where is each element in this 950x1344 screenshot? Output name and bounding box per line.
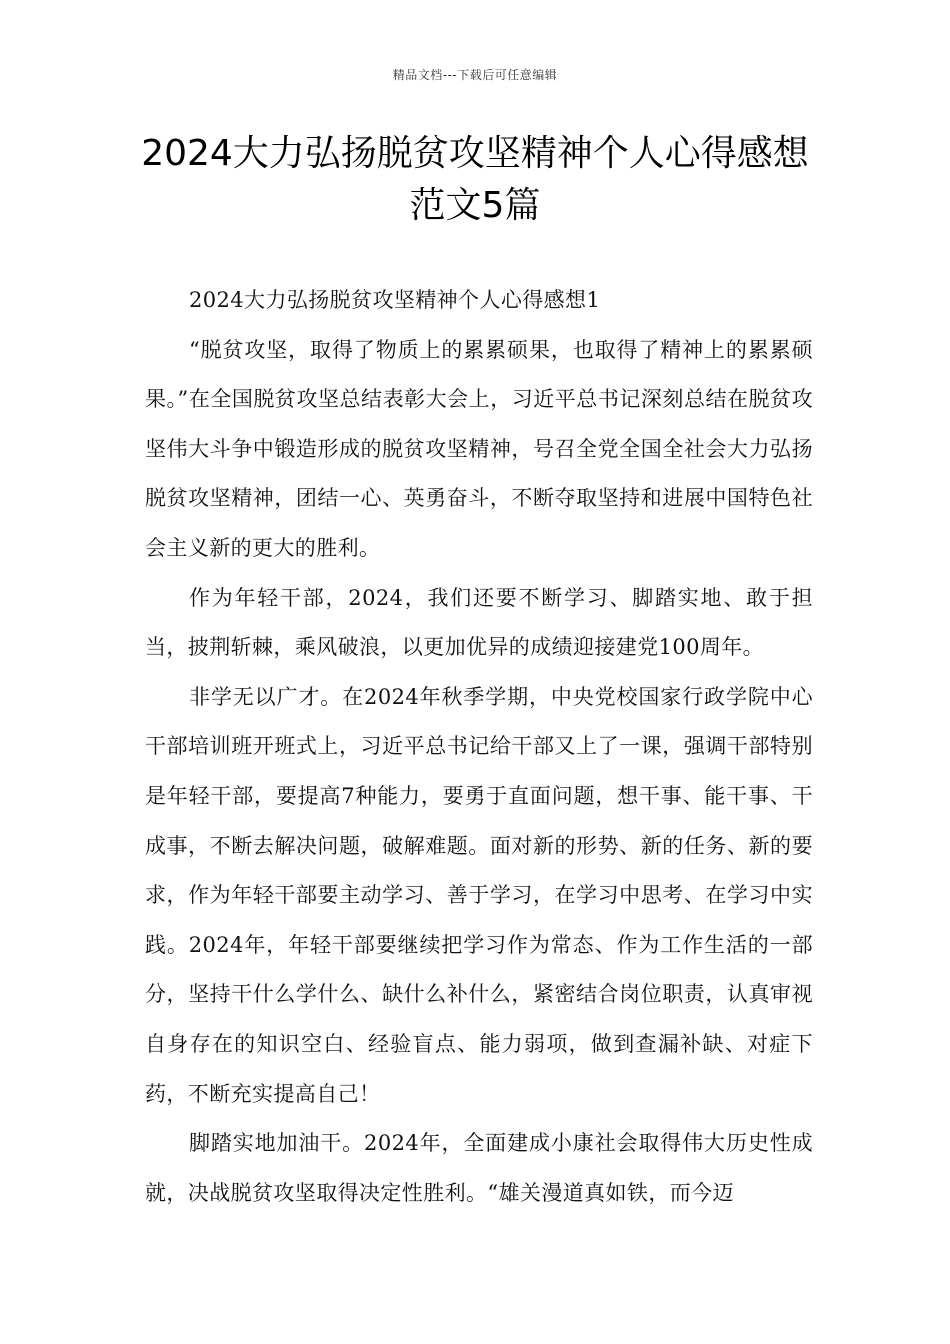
paragraph: “脱贫攻坚，取得了物质上的累累硕果，也取得了精神上的累累硕果。”在全国脱贫攻坚总结表彰大会上，习近平总书记深刻总结在脱贫攻坚伟大斗争中锻造形成的脱贫攻坚精神，号召全党全国全社会大力弘扬脱贫攻坚精神，团结一心、英勇奋斗，不断夺取坚持和进展中国特色社会主义新的更大的胜利。: [145, 337, 813, 560]
paragraph: 非学无以广才。在2024年秋季学期，中央党校国家行政学院中心干部培训班开班式上，习近平总书记给干部又上了一课，强调干部特别是年轻干部，要提高7种能力，要勇于直面问题，想干事、能干事、干成事，不断去解决问题，破解难题。面对新的形势、新的任务、新的要求，作为年轻干部要主动学习、善于学习，在学习中思考、在学习中实践。2024年，年轻干部要继续把学习作为常态、作为工作生活的一部分，坚持干什么学什么、缺什么补什么，紧密结合岗位职责，认真审视自身存在的知识空白、经验盲点、能力弱项，做到查漏补缺、对症下药，不断充实提高自己！: [145, 684, 813, 1106]
document-title: 2024大力弘扬脱贫攻坚精神个人心得感想范文5篇: [141, 133, 809, 226]
document-body: [145, 276, 813, 1218]
paragraph: 脚踏实地加油干。2024年，全面建成小康社会取得伟大历史性成就，决战脱贫攻坚取得决定性胜利。“雄关漫道真如铁，而今迈: [145, 1131, 813, 1205]
paragraph-subtitle: 2024大力弘扬脱贫攻坚精神个人心得感想1: [189, 288, 601, 312]
paragraph: 作为年轻干部，2024，我们还要不断学习、脚踏实地、敢于担当，披荆斩棘，乘风破浪，以更加优异的成绩迎接建党100周年。: [145, 585, 813, 660]
header-note: 精品文档---下载后可任意编辑: [392, 68, 558, 82]
